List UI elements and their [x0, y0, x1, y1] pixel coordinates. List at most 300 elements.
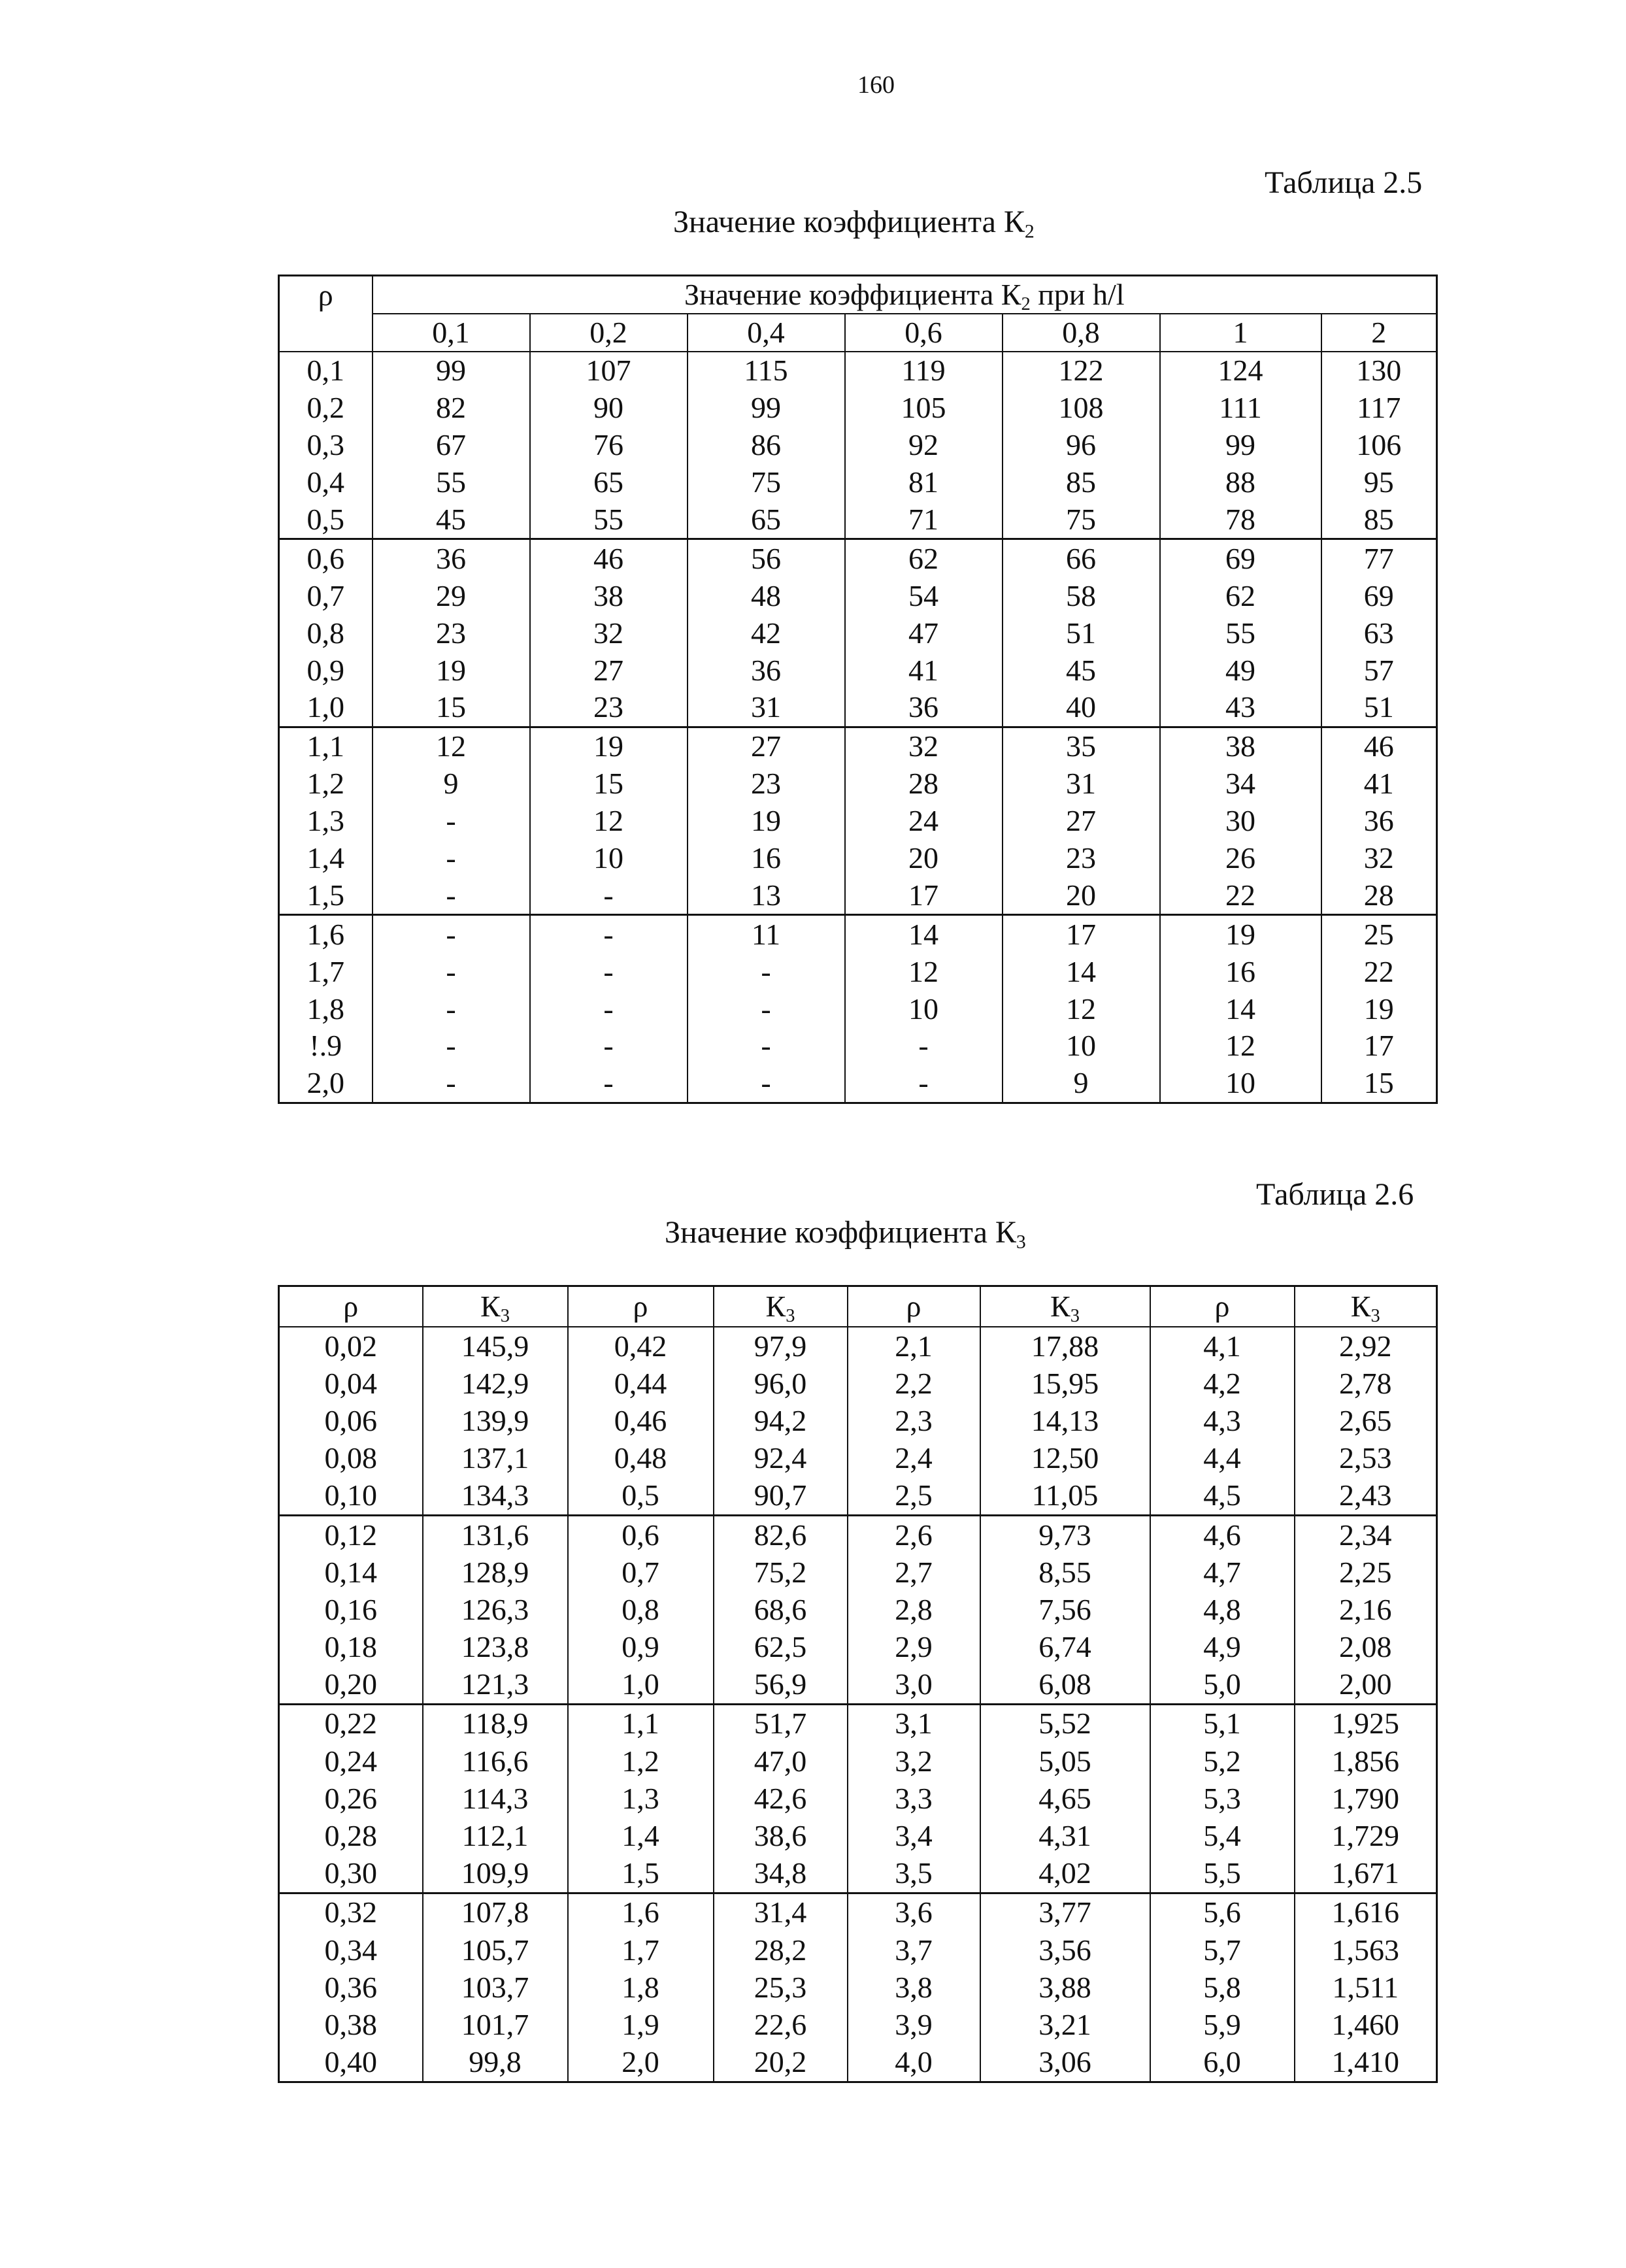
rho-cell: 5,7 — [1150, 1931, 1295, 1969]
rho-cell: 0,18 — [279, 1629, 423, 1666]
k3-value-cell: 51,7 — [714, 1704, 848, 1743]
rho-cell: 1,3 — [279, 803, 373, 840]
k2-value-cell: 22 — [1160, 876, 1321, 914]
k2-value-cell: 106 — [1321, 427, 1437, 464]
k2-value-cell: 14 — [1003, 953, 1160, 990]
rho-cell: 1,1 — [568, 1704, 714, 1743]
k2-value-cell: - — [530, 990, 688, 1027]
k3-value-cell: 12,50 — [980, 1440, 1150, 1477]
table-2-6-title — [665, 1214, 1026, 1253]
k2-value-cell: 23 — [1003, 840, 1160, 877]
table-row — [279, 803, 1437, 840]
table-row — [279, 427, 1437, 464]
table-row — [279, 765, 1437, 803]
table-row — [279, 1591, 1437, 1628]
k2-value-cell: 15 — [1321, 1065, 1437, 1103]
table-row — [279, 1855, 1437, 1893]
k2-value-cell: 27 — [688, 727, 845, 765]
rho-cell: 2,1 — [848, 1327, 980, 1365]
table-row — [279, 539, 1437, 577]
table-2-5-title-text: Значение коэффициента К — [673, 205, 1025, 239]
rho-cell: 3,7 — [848, 1931, 980, 1969]
k3-value-cell: 11,05 — [980, 1477, 1150, 1516]
k2-value-cell: 55 — [1160, 614, 1321, 652]
k2-value-cell: 69 — [1321, 577, 1437, 614]
k2-value-cell: 90 — [530, 390, 688, 427]
rho-cell: 0,10 — [279, 1477, 423, 1516]
rho-cell: 4,2 — [1150, 1365, 1295, 1402]
k3-value-cell: 145,9 — [423, 1327, 568, 1365]
k2-value-cell: 124 — [1160, 352, 1321, 390]
k2-value-cell: 36 — [688, 652, 845, 689]
k3-value-cell: 121,3 — [423, 1666, 568, 1705]
k2-value-cell: 23 — [373, 614, 530, 652]
hl-header-cell: 0,8 — [1003, 314, 1160, 352]
hl-header-cell: 1 — [1160, 314, 1321, 352]
rho-cell: 1,5 — [279, 876, 373, 914]
rho-cell: 0,22 — [279, 1704, 423, 1743]
table-row — [279, 614, 1437, 652]
k3-value-cell: 90,7 — [714, 1477, 848, 1516]
k3-value-cell: 3,21 — [980, 2006, 1150, 2043]
k3-value-cell: 25,3 — [714, 1969, 848, 2006]
rho-cell: 0,9 — [279, 652, 373, 689]
k2-value-cell: - — [688, 1065, 845, 1103]
rho-header: ρ — [848, 1286, 980, 1327]
k2-value-cell: 27 — [530, 652, 688, 689]
rho-cell: 0,08 — [279, 1440, 423, 1477]
k2-value-cell: 45 — [1003, 652, 1160, 689]
rho-cell: 5,5 — [1150, 1855, 1295, 1893]
rho-cell: 0,3 — [279, 427, 373, 464]
rho-cell: 0,1 — [279, 352, 373, 390]
k3-value-cell: 3,06 — [980, 2044, 1150, 2082]
rho-cell: 1,4 — [568, 1817, 714, 1854]
k2-value-cell: 78 — [1160, 501, 1321, 539]
rho-cell: 1,2 — [568, 1743, 714, 1780]
table-row — [279, 876, 1437, 914]
table-row — [279, 2006, 1437, 2043]
rho-cell: 2,5 — [848, 1477, 980, 1516]
k2-value-cell: 54 — [845, 577, 1003, 614]
k3-value-cell: 94,2 — [714, 1402, 848, 1439]
k3-value-cell: 142,9 — [423, 1365, 568, 1402]
rho-cell: 3,0 — [848, 1666, 980, 1705]
table-row — [279, 1629, 1437, 1666]
k2-value-cell: - — [373, 915, 530, 953]
k2-value-cell: - — [530, 915, 688, 953]
k3-value-cell: 92,4 — [714, 1440, 848, 1477]
k2-value-cell: 36 — [373, 539, 530, 577]
k2-value-cell: 107 — [530, 352, 688, 390]
k3-value-cell: 15,95 — [980, 1365, 1150, 1402]
rho-cell: 0,14 — [279, 1554, 423, 1591]
k2-value-cell: 20 — [1003, 876, 1160, 914]
k2-value-cell: 17 — [1003, 915, 1160, 953]
k2-value-cell: 23 — [688, 765, 845, 803]
table-row — [279, 1477, 1437, 1516]
k3-value-cell: 112,1 — [423, 1817, 568, 1854]
k3-header-subscript: 3 — [500, 1305, 510, 1326]
rho-cell: 0,8 — [568, 1591, 714, 1628]
k2-value-cell: 19 — [688, 803, 845, 840]
k2-value-cell: 9 — [373, 765, 530, 803]
table-row — [279, 915, 1437, 953]
k3-value-cell: 1,511 — [1295, 1969, 1437, 2006]
rho-cell: 0,44 — [568, 1365, 714, 1402]
k3-value-cell: 14,13 — [980, 1402, 1150, 1439]
rho-cell: 0,2 — [279, 390, 373, 427]
k3-value-cell: 4,31 — [980, 1817, 1150, 1854]
table-row — [279, 953, 1437, 990]
page-number: 160 — [857, 71, 895, 99]
k2-value-cell: 76 — [530, 427, 688, 464]
k2-value-cell: 47 — [845, 614, 1003, 652]
table-row — [279, 390, 1437, 427]
rho-cell: 1,2 — [279, 765, 373, 803]
rho-cell: 1,0 — [279, 689, 373, 727]
k2-value-cell: 69 — [1160, 539, 1321, 577]
rho-cell: 1,5 — [568, 1855, 714, 1893]
k3-value-cell: 2,43 — [1295, 1477, 1437, 1516]
k2-value-cell: 82 — [373, 390, 530, 427]
table-row — [279, 727, 1437, 765]
table-row — [279, 689, 1437, 727]
k2-value-cell: 12 — [1003, 990, 1160, 1027]
k3-value-cell: 3,56 — [980, 1931, 1150, 1969]
rho-cell: 2,4 — [848, 1440, 980, 1477]
hl-header-cell: 0,6 — [845, 314, 1003, 352]
rho-cell: 2,2 — [848, 1365, 980, 1402]
k3-header-subscript: 3 — [1370, 1305, 1380, 1326]
rho-cell: 5,1 — [1150, 1704, 1295, 1743]
k3-value-cell: 22,6 — [714, 2006, 848, 2043]
k3-value-cell: 2,34 — [1295, 1515, 1437, 1554]
table-row — [279, 501, 1437, 539]
rho-cell: 1,4 — [279, 840, 373, 877]
table-row — [279, 840, 1437, 877]
k3-value-cell: 2,92 — [1295, 1327, 1437, 1365]
k2-value-cell: 85 — [1321, 501, 1437, 539]
rho-cell: 6,0 — [1150, 2044, 1295, 2082]
rho-cell: 1,6 — [568, 1893, 714, 1931]
rho-cell: 0,40 — [279, 2044, 423, 2082]
k3-value-cell: 68,6 — [714, 1591, 848, 1628]
k2-value-cell: 81 — [845, 464, 1003, 501]
rho-cell: 4,0 — [848, 2044, 980, 2082]
k3-value-cell: 82,6 — [714, 1515, 848, 1554]
rho-cell: 0,30 — [279, 1855, 423, 1893]
k2-value-cell: 115 — [688, 352, 845, 390]
k3-value-cell: 1,790 — [1295, 1780, 1437, 1817]
k2-value-cell: 19 — [1160, 915, 1321, 953]
k3-value-cell: 126,3 — [423, 1591, 568, 1628]
k2-value-cell: 32 — [1321, 840, 1437, 877]
k2-value-cell: 77 — [1321, 539, 1437, 577]
k2-value-cell: 111 — [1160, 390, 1321, 427]
k2-value-cell: 11 — [688, 915, 845, 953]
k2-value-cell: 55 — [530, 501, 688, 539]
k2-value-cell: 75 — [688, 464, 845, 501]
k3-value-cell: 2,53 — [1295, 1440, 1437, 1477]
k2-value-cell: - — [530, 953, 688, 990]
k3-value-cell: 8,55 — [980, 1554, 1150, 1591]
rho-cell: 0,32 — [279, 1893, 423, 1931]
table-2-5 — [278, 275, 1438, 1104]
rho-cell: 0,16 — [279, 1591, 423, 1628]
table-row — [279, 1817, 1437, 1854]
k2-value-cell: 99 — [373, 352, 530, 390]
rho-cell: 3,6 — [848, 1893, 980, 1931]
k2-value-cell: 36 — [1321, 803, 1437, 840]
k2-value-cell: 46 — [1321, 727, 1437, 765]
rho-cell: 5,4 — [1150, 1817, 1295, 1854]
k3-value-cell: 20,2 — [714, 2044, 848, 2082]
k2-value-cell: 49 — [1160, 652, 1321, 689]
table-row — [279, 1931, 1437, 1969]
rho-cell: 3,5 — [848, 1855, 980, 1893]
k2-value-cell: 51 — [1003, 614, 1160, 652]
rho-cell: 0,5 — [568, 1477, 714, 1516]
k2-value-cell: 45 — [373, 501, 530, 539]
k2-value-cell: - — [530, 1065, 688, 1103]
rho-cell: 4,9 — [1150, 1629, 1295, 1666]
k2-value-cell: 122 — [1003, 352, 1160, 390]
k3-value-cell: 4,02 — [980, 1855, 1150, 1893]
k2-value-cell: 19 — [1321, 990, 1437, 1027]
k2-value-cell: 15 — [373, 689, 530, 727]
k3-value-cell: 28,2 — [714, 1931, 848, 1969]
rho-cell: 0,36 — [279, 1969, 423, 2006]
k3-value-cell: 123,8 — [423, 1629, 568, 1666]
rho-cell: 4,3 — [1150, 1402, 1295, 1439]
k3-value-cell: 6,74 — [980, 1629, 1150, 1666]
table-row — [279, 990, 1437, 1027]
k2-value-cell: 14 — [845, 915, 1003, 953]
table-row — [279, 1893, 1437, 1931]
k3-header-text: К — [1350, 1290, 1371, 1323]
k3-value-cell: 38,6 — [714, 1817, 848, 1854]
k3-value-cell: 116,6 — [423, 1743, 568, 1780]
rho-cell: 4,4 — [1150, 1440, 1295, 1477]
group-header — [373, 276, 1437, 314]
rho-cell: 2,3 — [848, 1402, 980, 1439]
table-2-6-title-text: Значение коэффициента К — [665, 1215, 1016, 1250]
k3-header-subscript: 3 — [1070, 1305, 1080, 1326]
k3-value-cell: 103,7 — [423, 1969, 568, 2006]
k2-value-cell: 36 — [845, 689, 1003, 727]
rho-cell: 0,48 — [568, 1440, 714, 1477]
k3-value-cell: 131,6 — [423, 1515, 568, 1554]
rho-cell: 0,02 — [279, 1327, 423, 1365]
rho-cell: 1,0 — [568, 1666, 714, 1705]
k3-header-text: К — [480, 1290, 501, 1323]
rho-cell: 1,6 — [279, 915, 373, 953]
rho-cell: 0,20 — [279, 1666, 423, 1705]
k3-value-cell: 3,77 — [980, 1893, 1150, 1931]
k3-value-cell: 128,9 — [423, 1554, 568, 1591]
k3-header — [423, 1286, 568, 1327]
k2-value-cell: 29 — [373, 577, 530, 614]
rho-cell: 0,42 — [568, 1327, 714, 1365]
rho-cell: 4,5 — [1150, 1477, 1295, 1516]
table-row — [279, 2044, 1437, 2082]
table-row — [279, 1065, 1437, 1103]
k3-value-cell: 75,2 — [714, 1554, 848, 1591]
k3-value-cell: 137,1 — [423, 1440, 568, 1477]
k2-value-cell: 10 — [1160, 1065, 1321, 1103]
rho-cell: 2,9 — [848, 1629, 980, 1666]
k3-value-cell: 2,00 — [1295, 1666, 1437, 1705]
table-2-6-title-subscript: 3 — [1016, 1231, 1026, 1253]
k2-value-cell: 63 — [1321, 614, 1437, 652]
rho-cell: 5,2 — [1150, 1743, 1295, 1780]
k3-value-cell: 2,25 — [1295, 1554, 1437, 1591]
k2-value-cell: 43 — [1160, 689, 1321, 727]
k3-header — [714, 1286, 848, 1327]
k2-value-cell: 28 — [1321, 876, 1437, 914]
k2-value-cell: 58 — [1003, 577, 1160, 614]
rho-cell: 5,8 — [1150, 1969, 1295, 2006]
rho-cell: 0,04 — [279, 1365, 423, 1402]
k3-value-cell: 134,3 — [423, 1477, 568, 1516]
rho-cell: 2,0 — [568, 2044, 714, 2082]
table-2-5-title — [673, 204, 1035, 240]
table-2-6 — [278, 1285, 1438, 2083]
k2-value-cell: - — [373, 990, 530, 1027]
k2-value-cell: 34 — [1160, 765, 1321, 803]
k2-value-cell: 75 — [1003, 501, 1160, 539]
k2-value-cell: 14 — [1160, 990, 1321, 1027]
k3-value-cell: 2,08 — [1295, 1629, 1437, 1666]
k2-value-cell: 42 — [688, 614, 845, 652]
rho-cell: 2,0 — [279, 1065, 373, 1103]
rho-cell: 3,2 — [848, 1743, 980, 1780]
k3-value-cell: 101,7 — [423, 2006, 568, 2043]
table-row — [279, 352, 1437, 390]
k2-value-cell: - — [373, 953, 530, 990]
k2-value-cell: 56 — [688, 539, 845, 577]
rho-cell: 1,8 — [568, 1969, 714, 2006]
rho-cell: 0,06 — [279, 1402, 423, 1439]
rho-cell: 5,9 — [1150, 2006, 1295, 2043]
k2-value-cell: 55 — [373, 464, 530, 501]
table-row — [279, 1780, 1437, 1817]
rho-cell: 0,28 — [279, 1817, 423, 1854]
k2-value-cell: 17 — [1321, 1027, 1437, 1065]
k2-value-cell: - — [373, 803, 530, 840]
k2-value-cell: 117 — [1321, 390, 1437, 427]
k2-value-cell: - — [530, 876, 688, 914]
k2-value-cell: 13 — [688, 876, 845, 914]
k3-value-cell: 105,7 — [423, 1931, 568, 1969]
k2-value-cell: 15 — [530, 765, 688, 803]
k3-value-cell: 7,56 — [980, 1591, 1150, 1628]
k3-value-cell: 99,8 — [423, 2044, 568, 2082]
rho-cell: 0,38 — [279, 2006, 423, 2043]
k3-header-subscript: 3 — [786, 1305, 795, 1326]
k2-value-cell: 99 — [688, 390, 845, 427]
rho-cell: 0,12 — [279, 1515, 423, 1554]
table-2-6-label: Таблица 2.6 — [1256, 1177, 1414, 1212]
k2-value-cell: - — [688, 953, 845, 990]
k2-value-cell: 27 — [1003, 803, 1160, 840]
table-row — [279, 1743, 1437, 1780]
rho-cell: 4,7 — [1150, 1554, 1295, 1591]
k2-value-cell: 17 — [845, 876, 1003, 914]
rho-cell: 1,8 — [279, 990, 373, 1027]
k2-value-cell: 12 — [845, 953, 1003, 990]
rho-cell: !.9 — [279, 1027, 373, 1065]
rho-cell: 5,0 — [1150, 1666, 1295, 1705]
k3-header — [980, 1286, 1150, 1327]
k3-value-cell: 118,9 — [423, 1704, 568, 1743]
k2-value-cell: 31 — [1003, 765, 1160, 803]
k2-value-cell: 41 — [845, 652, 1003, 689]
hl-header-cell: 2 — [1321, 314, 1437, 352]
rho-cell: 1,9 — [568, 2006, 714, 2043]
k2-value-cell: - — [373, 1027, 530, 1065]
k2-value-cell: 12 — [530, 803, 688, 840]
table-row — [279, 1666, 1437, 1705]
k3-value-cell: 31,4 — [714, 1893, 848, 1931]
k2-value-cell: 99 — [1160, 427, 1321, 464]
table-2-5-title-subscript: 2 — [1024, 220, 1035, 242]
hl-header-cell: 0,4 — [688, 314, 845, 352]
rho-cell: 3,4 — [848, 1817, 980, 1854]
table-row — [279, 1554, 1437, 1591]
k2-value-cell: 20 — [845, 840, 1003, 877]
hl-header-cell: 0,1 — [373, 314, 530, 352]
rho-cell: 3,3 — [848, 1780, 980, 1817]
table-row — [279, 1440, 1437, 1477]
rho-cell: 0,8 — [279, 614, 373, 652]
k3-value-cell: 2,65 — [1295, 1402, 1437, 1439]
rho-cell: 0,4 — [279, 464, 373, 501]
table-row — [279, 1027, 1437, 1065]
rho-cell: 0,6 — [279, 539, 373, 577]
k2-value-cell: 40 — [1003, 689, 1160, 727]
k2-value-cell: 30 — [1160, 803, 1321, 840]
k2-value-cell: - — [845, 1065, 1003, 1103]
k2-value-cell: 95 — [1321, 464, 1437, 501]
group-header-tail: при h/l — [1030, 278, 1125, 311]
k2-value-cell: 85 — [1003, 464, 1160, 501]
k2-value-cell: 12 — [1160, 1027, 1321, 1065]
k2-value-cell: 16 — [688, 840, 845, 877]
k3-value-cell: 139,9 — [423, 1402, 568, 1439]
k2-value-cell: 32 — [530, 614, 688, 652]
k2-value-cell: 38 — [530, 577, 688, 614]
k3-value-cell: 34,8 — [714, 1855, 848, 1893]
k2-value-cell: 46 — [530, 539, 688, 577]
table-row — [279, 1327, 1437, 1365]
k3-value-cell: 9,73 — [980, 1515, 1150, 1554]
k3-value-cell: 96,0 — [714, 1365, 848, 1402]
k3-value-cell: 1,460 — [1295, 2006, 1437, 2043]
k2-value-cell: 96 — [1003, 427, 1160, 464]
rho-cell: 4,6 — [1150, 1515, 1295, 1554]
k3-value-cell: 2,78 — [1295, 1365, 1437, 1402]
k2-value-cell: 23 — [530, 689, 688, 727]
k3-value-cell: 1,410 — [1295, 2044, 1437, 2082]
k3-value-cell: 4,65 — [980, 1780, 1150, 1817]
k2-value-cell: 19 — [373, 652, 530, 689]
rho-cell: 0,24 — [279, 1743, 423, 1780]
k3-value-cell: 1,616 — [1295, 1893, 1437, 1931]
k2-value-cell: 108 — [1003, 390, 1160, 427]
table-2-5-label: Таблица 2.5 — [1265, 165, 1423, 200]
